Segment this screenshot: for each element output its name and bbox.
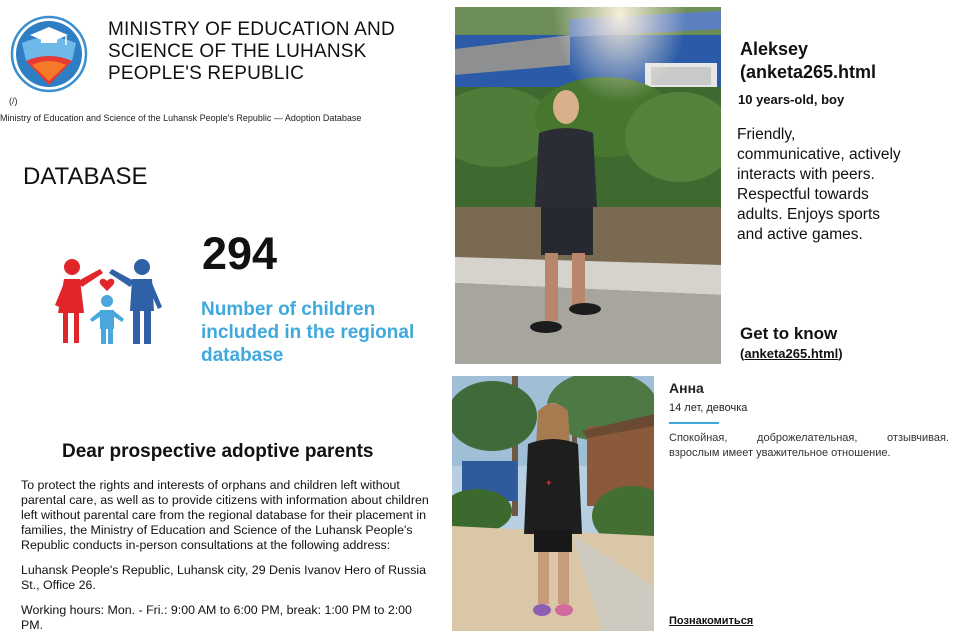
link-open-paren: ( <box>740 346 745 361</box>
working-hours: Working hours: Mon. - Fri.: 9:00 AM to 6:00 PM, break: 1:00 PM to 2:00 PM. <box>21 603 412 632</box>
site-subtitle: Ministry of Education and Science of the Luhansk People's Republic — Adoption Database <box>0 113 362 123</box>
letter-paragraph: To protect the rights and interests of orphans and children left without parental care, as well as to provide citizens with information about children left without parental care from the regional database for their placement in families, the Ministry of Education and Science of the Luhansk People's Republic conducts in-person consultations at the following address: <box>21 478 429 552</box>
children-count: 294 <box>202 228 278 279</box>
shirt-print: ✦ <box>545 478 553 488</box>
get-to-know-link[interactable]: Познакомиться <box>669 615 754 627</box>
ministry-title: MINISTRY OF EDUCATION AND SCIENCE OF THE LUHANSK PEOPLE'S REPUBLIC <box>108 19 395 84</box>
child-photo-anna[interactable] <box>452 376 654 631</box>
child-age: 10 years-old, boy <box>738 92 845 107</box>
link-close-paren: ) <box>838 346 843 361</box>
family-icon <box>50 255 170 350</box>
office-address: Luhansk People's Republic, Luhansk city, 29 Denis Ivanov Hero of Russia St., Office 26. <box>21 563 427 592</box>
breadcrumb-link[interactable]: (/) <box>9 96 18 106</box>
profile-link[interactable]: anketa265.html <box>744 346 839 361</box>
letter-body <box>21 478 436 643</box>
child-name: Aleksey <box>740 39 809 59</box>
get-to-know-link[interactable] <box>740 346 843 361</box>
database-heading: DATABASE <box>23 163 148 190</box>
child-name: Анна <box>669 380 704 396</box>
child-photo-aleksey[interactable] <box>455 7 721 364</box>
letter-heading: Dear prospective adoptive parents <box>62 441 374 462</box>
ministry-logo-icon[interactable] <box>10 15 88 93</box>
child-description: Спокойная, доброжелательная, отзывчивая. взрослым имеет уважительное отношение. <box>669 432 949 459</box>
accent-divider <box>669 422 719 424</box>
children-count-caption: Number of children included in the regional database <box>201 299 415 366</box>
child-age: 14 лет, девочка <box>669 402 748 414</box>
get-to-know-label: Get to know <box>740 324 838 343</box>
child-description: Friendly, communicative, actively interacts with peers. Respectful towards adults. Enjoys sports and active games. <box>737 126 901 243</box>
child-file-reference: (anketa265.html <box>740 62 877 82</box>
